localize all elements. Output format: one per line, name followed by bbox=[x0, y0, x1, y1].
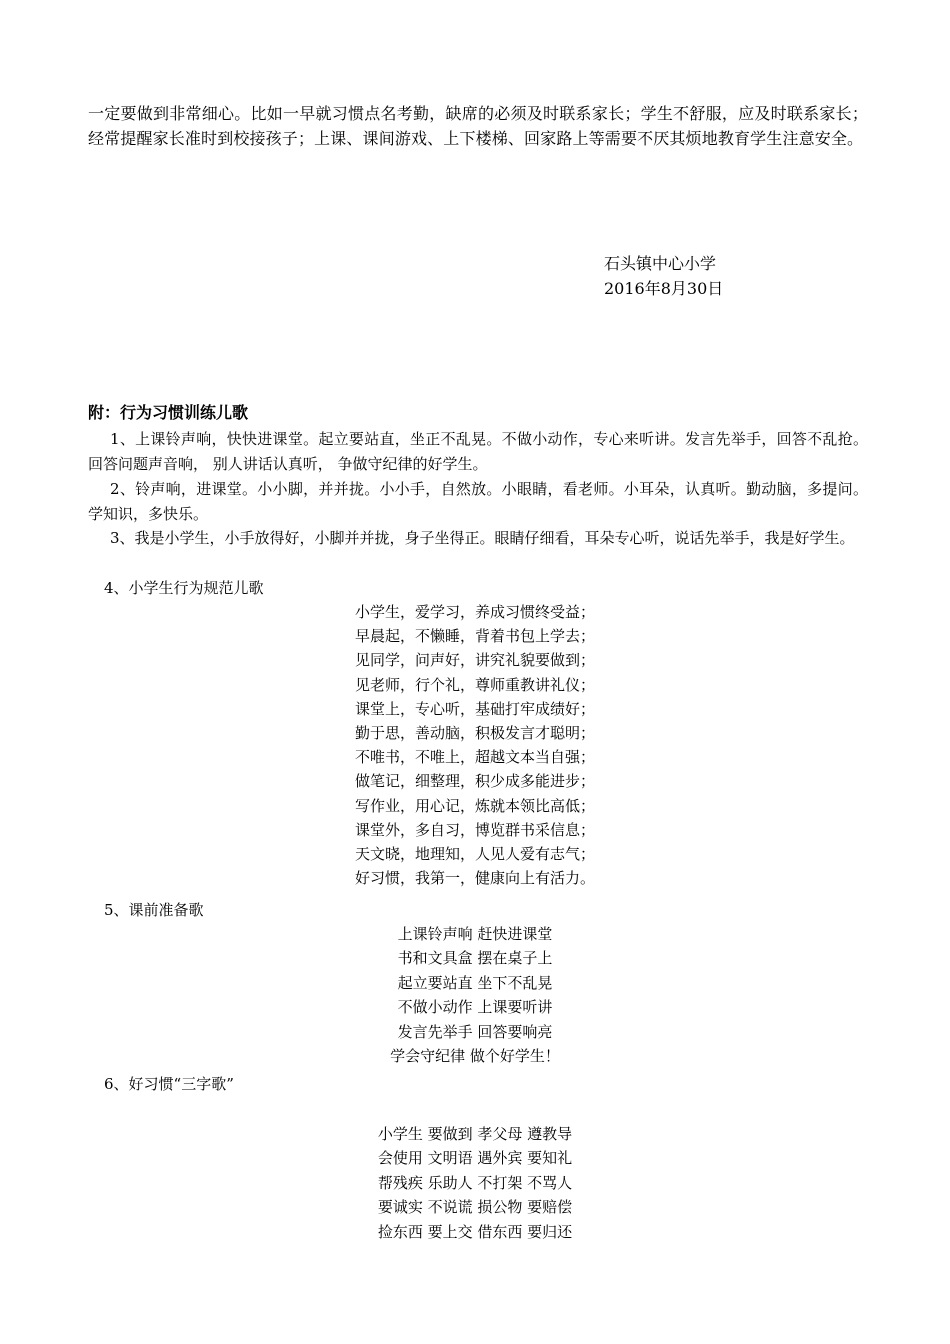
poem-line: 发言先举手 回答要响亮 bbox=[397, 1022, 553, 1041]
poem-line: 天文晓，地理知，人见人爱有志气； bbox=[354, 844, 595, 863]
poem-line: 小学生 要做到 孝父母 遵教导 bbox=[377, 1125, 573, 1143]
poem-line: 小学生，爱学习，养成习惯终受益； bbox=[354, 603, 595, 621]
signature-date: 2016年8月30日 bbox=[604, 279, 724, 298]
appendix-title: 附：行为习惯训练儿歌 bbox=[88, 403, 249, 422]
poem-line: 捡东西 要上交 借东西 要归还 bbox=[377, 1222, 573, 1241]
song4-poem bbox=[0, 600, 950, 890]
poem-line: 上课铃声响 赶快进课堂 bbox=[397, 925, 553, 943]
song6-title: 6、好习惯“三字歌” bbox=[104, 1075, 234, 1093]
rhyme-item-1: 1、上课铃声响，快快进课堂。起立要站直，坐正不乱晃。不做小动作，专心来听讲。发言先举手，回答不乱抢。 回答问题声音响， 别人讲话认真听， 争做守纪律的好学生。 bbox=[88, 430, 868, 473]
song5-title: 5、课前准备歌 bbox=[104, 901, 204, 919]
poem-line: 早晨起，不懒睡，背着书包上学去； bbox=[354, 627, 595, 646]
poem-line: 见同学，问声好，讲究礼貌要做到； bbox=[354, 651, 595, 670]
song4-title: 4、小学生行为规范儿歌 bbox=[104, 579, 264, 597]
poem-line: 好习惯，我第一，健康向上有活力。 bbox=[354, 869, 595, 888]
poem-line: 不唯书，不唯上，超越文本当自强； bbox=[354, 748, 595, 767]
poem-line: 要诚实 不说谎 损公物 要赔偿 bbox=[377, 1198, 573, 1217]
intro-paragraph: 一定要做到非常细心。比如一早就习惯点名考勤，缺席的必须及时联系家长；学生不舒服，应及时联系家长；经常提醒家长准时到校接孩子；上课、课间游戏、上下楼梯、回家路上等需要不厌其烦地教育学生注意安全。 bbox=[88, 104, 868, 148]
song6-poem bbox=[0, 1122, 950, 1244]
poem-line: 勤于思，善动脑，积极发言才聪明； bbox=[354, 723, 595, 742]
poem-line: 见老师，行个礼，尊师重教讲礼仪； bbox=[354, 675, 595, 694]
poem-line: 起立要站直 坐下不乱晃 bbox=[397, 973, 553, 992]
rhyme-item-2: 2、铃声响，进课堂。小小脚，并并拢。小小手，自然放。小眼睛，看老师。小耳朵，认真听。勤动脑，多提问。 学知识，多快乐。 bbox=[88, 480, 868, 523]
poem-line: 书和文具盒 摆在桌子上 bbox=[397, 949, 553, 968]
poem-line: 课堂上，专心听，基础打牢成绩好； bbox=[354, 699, 595, 718]
poem-line: 会使用 文明语 遇外宾 要知礼 bbox=[377, 1149, 573, 1168]
poem-line: 学会守纪律 做个好学生！ bbox=[390, 1046, 560, 1065]
poem-line: 课堂外，多自习，博览群书采信息； bbox=[354, 820, 595, 839]
poem-line: 写作业，用心记，炼就本领比高低； bbox=[354, 796, 595, 815]
poem-line: 做笔记，细整理，积少成多能进步； bbox=[354, 772, 595, 791]
signature-organization: 石头镇中心小学 bbox=[604, 254, 717, 273]
rhyme-item-3: 3、我是小学生，小手放得好，小脚并并拢，身子坐得正。眼睛仔细看，耳朵专心听，说话先举手，我是好学生。 bbox=[110, 529, 855, 547]
song5-poem bbox=[0, 922, 950, 1068]
poem-line: 不做小动作 上课要听讲 bbox=[397, 998, 553, 1017]
poem-line: 帮残疾 乐助人 不打架 不骂人 bbox=[377, 1173, 573, 1192]
